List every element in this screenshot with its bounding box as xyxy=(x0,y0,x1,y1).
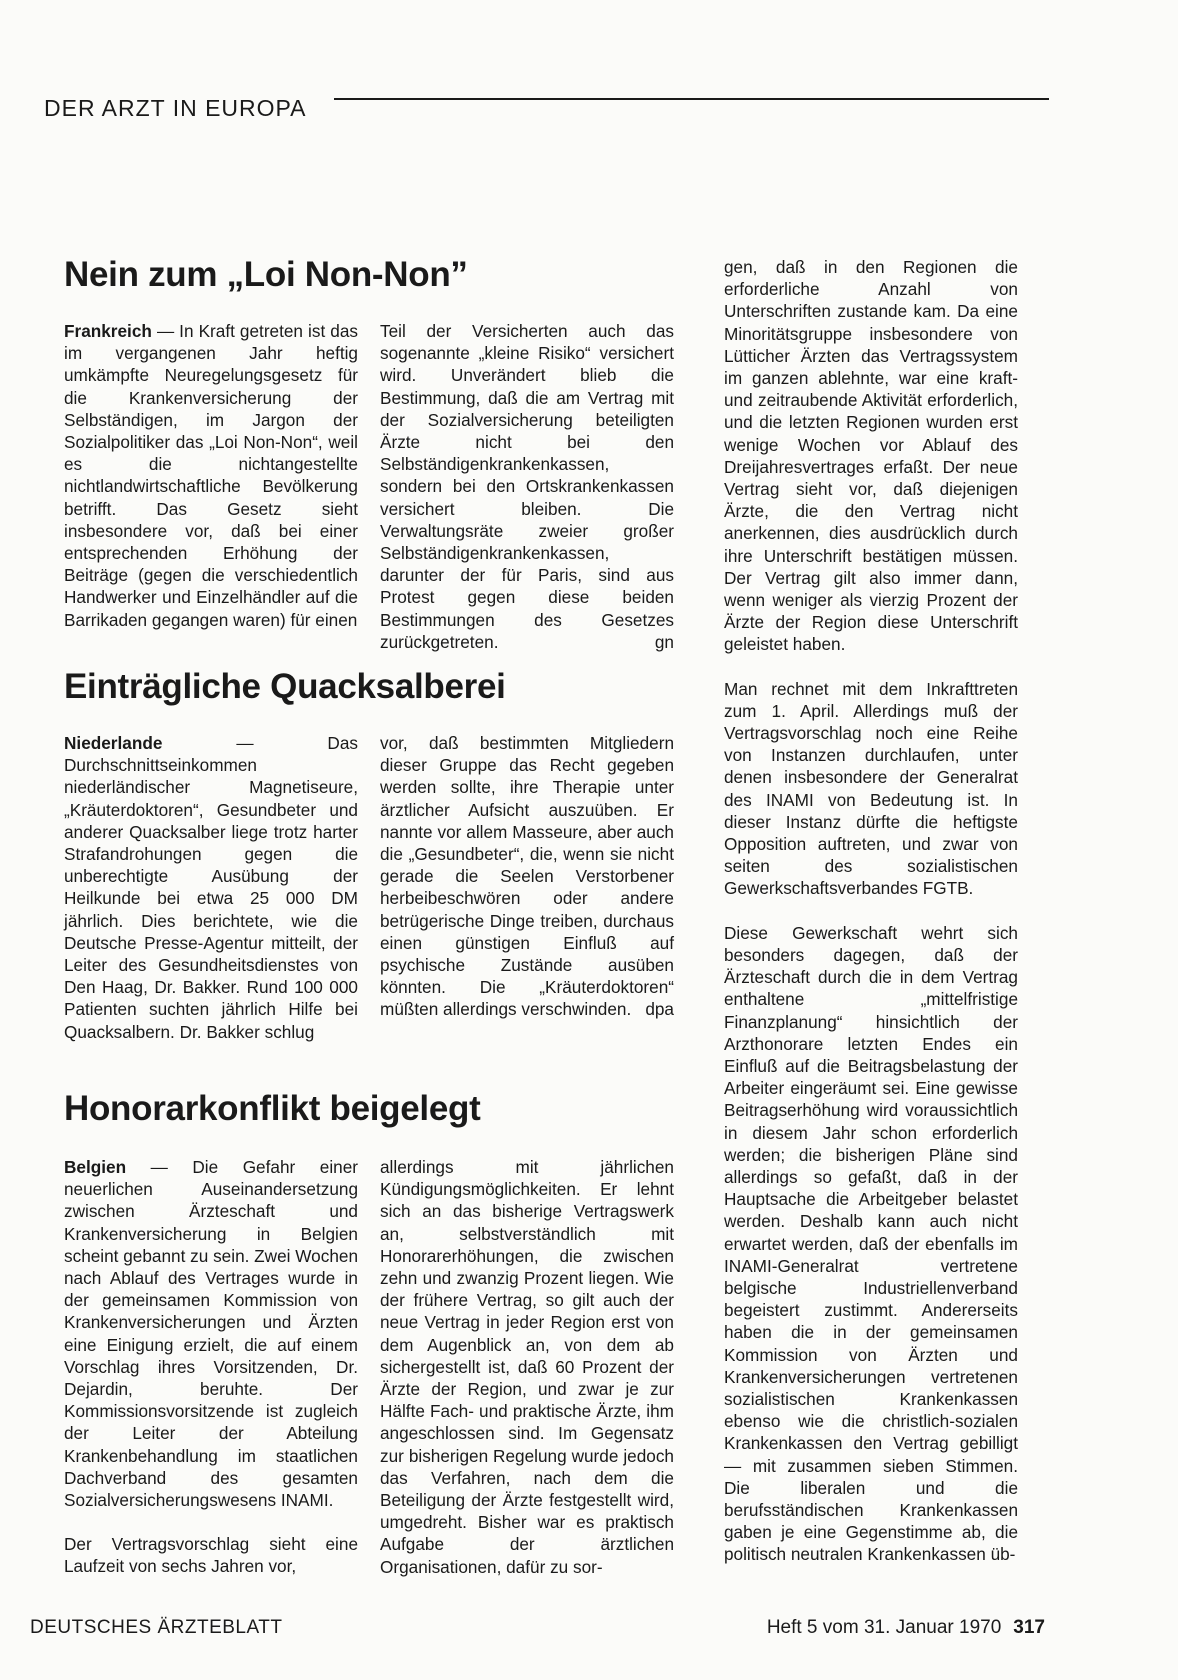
dateline: Belgien xyxy=(64,1157,127,1177)
article-frankreich-col1 xyxy=(64,320,358,630)
article-frankreich-col2 xyxy=(380,320,674,652)
page-number: 317 xyxy=(1013,1617,1045,1638)
article-text: vor, daß bestimmten Mitgliedern dieser Gruppe das Recht gegeben werden sollte, ihre Therapie unter ärztlicher Aufsicht auszuüben. Er nannte vor allem Masseure, aber auch die „Gesundbeter“, die, wenn sie nicht gerade die Seelen Verstorbener herbeibeschwören oder andere betrügerische Dinge treiben, durchaus einen günstigen Einfluß auf psychische Zustände ausüben könnten. Die „Kräuterdoktoren“ müßten allerdings verschwinden. xyxy=(380,733,674,1020)
headline-quacksalberei: Einträgliche Quacksalberei xyxy=(64,667,506,706)
headline-loi-non-non: Nein zum „Loi Non-Non” xyxy=(64,255,468,294)
article-text: — Die Gefahr einer neuerlichen Auseinandersetzung zwischen Ärzteschaft und Krankenversicherung in Belgien scheint gebannt zu sein. Zwei Wochen nach Ablauf des Vertrages wurde in der gemeinsamen Kommission von Krankenversicherungen und Ärzten eine Einigung erzielt, die auf einem Vorschlag ihres Vorsitzenden, Dr. Dejardin, beruhte. Der Kommissionsvorsitzende ist zugleich der Leiter der Abteilung Krankenbehandlung im staatlichen Dachverband des gesamten Sozialversicherungswesens INAMI. xyxy=(64,1157,358,1511)
section-rule xyxy=(334,98,1049,100)
article-belgien-col2 xyxy=(380,1156,674,1576)
article-paragraph: gen, daß in den Regionen die erforderliche Anzahl von Unterschriften zustande kam. Da eine Minoritätsgruppe insbesondere von Lütticher Ärzten das Vertragssystem im ganzen ablehnte, war eine kraft- und zeitraubende Aktivität erforderlich, und die letzten Regionen wurden erst wenige Wochen vor Ablauf des Dreijahresvertrages erfaßt. Der neue Vertrag sieht vor, daß diejenigen Ärzte, die den Vertrag nicht anerkennen, dies ausdrücklich durch ihre Unterschrift bestätigen müssen. Der Vertrag gilt also immer dann, wenn weniger als vierzig Prozent der Ärzte der Region diese Unterschrift geleistet haben. xyxy=(724,257,1018,655)
section-label: DER ARZT IN EUROPA xyxy=(44,95,307,121)
article-paragraph: Der Vertragsvorschlag sieht eine Laufzeit von sechs Jahren vor, xyxy=(64,1534,358,1577)
issue-info xyxy=(767,1617,1045,1639)
author-signature: gn xyxy=(654,631,674,652)
journal-name: DEUTSCHES ÄRZTEBLATT xyxy=(30,1617,283,1638)
article-niederlande-col2 xyxy=(380,732,674,1042)
author-signature: dpa xyxy=(645,999,674,1020)
section-header xyxy=(44,94,1049,124)
article-text: — Das Durchschnittseinkommen niederländischer Magnetiseure, „Kräuterdoktoren“, Gesundbeter und anderer Quacksalber liege trotz harter Strafandrohungen gegen die unberechtigte Ausübung der Heilkunde bei etwa 25 000 DM jährlich. Dies berichtete, wie die Deutsche Presse-Agentur mitteilt, der Leiter des Gesundheitsdienstes von Den Haag, Dr. Bakker. Rund 100 000 Patienten suchten jährlich Hilfe bei Quacksalbern. Dr. Bakker schlug xyxy=(64,733,358,1042)
article-belgien-col3 xyxy=(724,256,1018,1580)
headline-honorarkonflikt: Honorarkonflikt beigelegt xyxy=(64,1089,481,1128)
article-belgien-col1 xyxy=(64,1156,358,1576)
dateline: Niederlande xyxy=(64,733,163,753)
article-paragraph: Diese Gewerkschaft wehrt sich besonders dagegen, daß der Ärzteschaft durch die in dem Vertrag enthaltene „mittelfristige Finanzplanung“ hinsichtlich der Arzthonorare letzten Endes ein Einfluß auf die Beitragsbelastung der Arbeiter eingeräumt sei. Eine gewisse Beitragserhöhung wird voraussichtlich in diesem Jahr schon erforderlich werden; die bisherigen Pläne sind allerdings so gefaßt, daß in der Hauptsache die Arbeitgeber belastet werden. Deshalb kann auch nicht erwartet werden, daß der ebenfalls im INAMI-Generalrat vertretene belgische Industriellenverband begeistert zustimmt. Andererseits haben die in der gemeinsamen Kommission von Ärzten und Krankenversicherungen vertretenen sozialistischen Krankenkassen ebenso wie die christlich-sozialen Krankenkassen den Vertrag gebilligt — mit zusammen sieben Stimmen. Die liberalen und die berufsständischen Krankenkassen gaben je eine Gegenstimme ab, die politisch neutralen Krankenkassen üb- xyxy=(724,922,1018,1565)
issue-date: Heft 5 vom 31. Januar 1970 xyxy=(766,1617,1002,1638)
article-text: — In Kraft getreten ist das im vergangenen Jahr heftig umkämpfte Neuregelungsgesetz für die Krankenversicherung der Selbständigen, im Jargon der Sozialpolitiker das „Loi Non-Non“, weil es die nichtangestellte nichtlandwirtschaftliche Bevölkerung betrifft. Das Gesetz sieht insbesondere vor, daß bei einer entsprechenden Erhöhung der Beiträge (gegen die verschiedentlich Handwerker und Einzelhändler auf die Barrikaden gegangen waren) für einen xyxy=(64,321,358,630)
dateline: Frankreich xyxy=(64,321,152,341)
article-text: allerdings mit jährlichen Kündigungsmöglichkeiten. Er lehnt sich an das bisherige Vertragswerk an, selbstverständlich mit Honorarerhöhungen, die zwischen zehn und zwanzig Prozent liegen. Wie der frühere Vertrag, so gilt auch der neue Vertrag in jeder Region erst von dem Augenblick an, von dem ab sichergestellt ist, daß 60 Prozent der Ärzte der Region, und zwar je zur Hälfte Fach- und praktische Ärzte, ihm angeschlossen sind. Im Gegensatz zur bisherigen Regelung wurde jedoch das Verfahren, nach dem die Beteiligung der Ärzte festgestellt wird, umgedreht. Bisher war es praktisch Aufgabe der ärztlichen Organisationen, dafür zu sor- xyxy=(380,1157,674,1577)
article-text: Teil der Versicherten auch das sogenannte „kleine Risiko“ versichert wird. Unverändert blieb die Bestimmung, daß die am Vertrag mit der Sozialversicherung beteiligten Ärzte nicht bei den Selbständigenkrankenkassen, sondern bei den Ortskrankenkassen versichert bleiben. Die Verwaltungsräte zweier großer Selbständigenkrankenkassen, darunter der für Paris, sind aus Protest gegen diese beiden Bestimmungen des Gesetzes zurückgetreten. xyxy=(380,321,674,652)
article-niederlande-col1 xyxy=(64,732,358,1042)
article-paragraph: Man rechnet mit dem Inkrafttreten zum 1. April. Allerdings muß der Vertragsvorschlag noch eine Reihe von Instanzen durchlaufen, unter denen insbesondere der Generalrat des INAMI von Bedeutung ist. In dieser Instanz dürfte die heftigste Opposition auftreten, und zwar von seiten des sozialistischen Gewerkschaftsverbandes FGTB. xyxy=(724,678,1018,899)
